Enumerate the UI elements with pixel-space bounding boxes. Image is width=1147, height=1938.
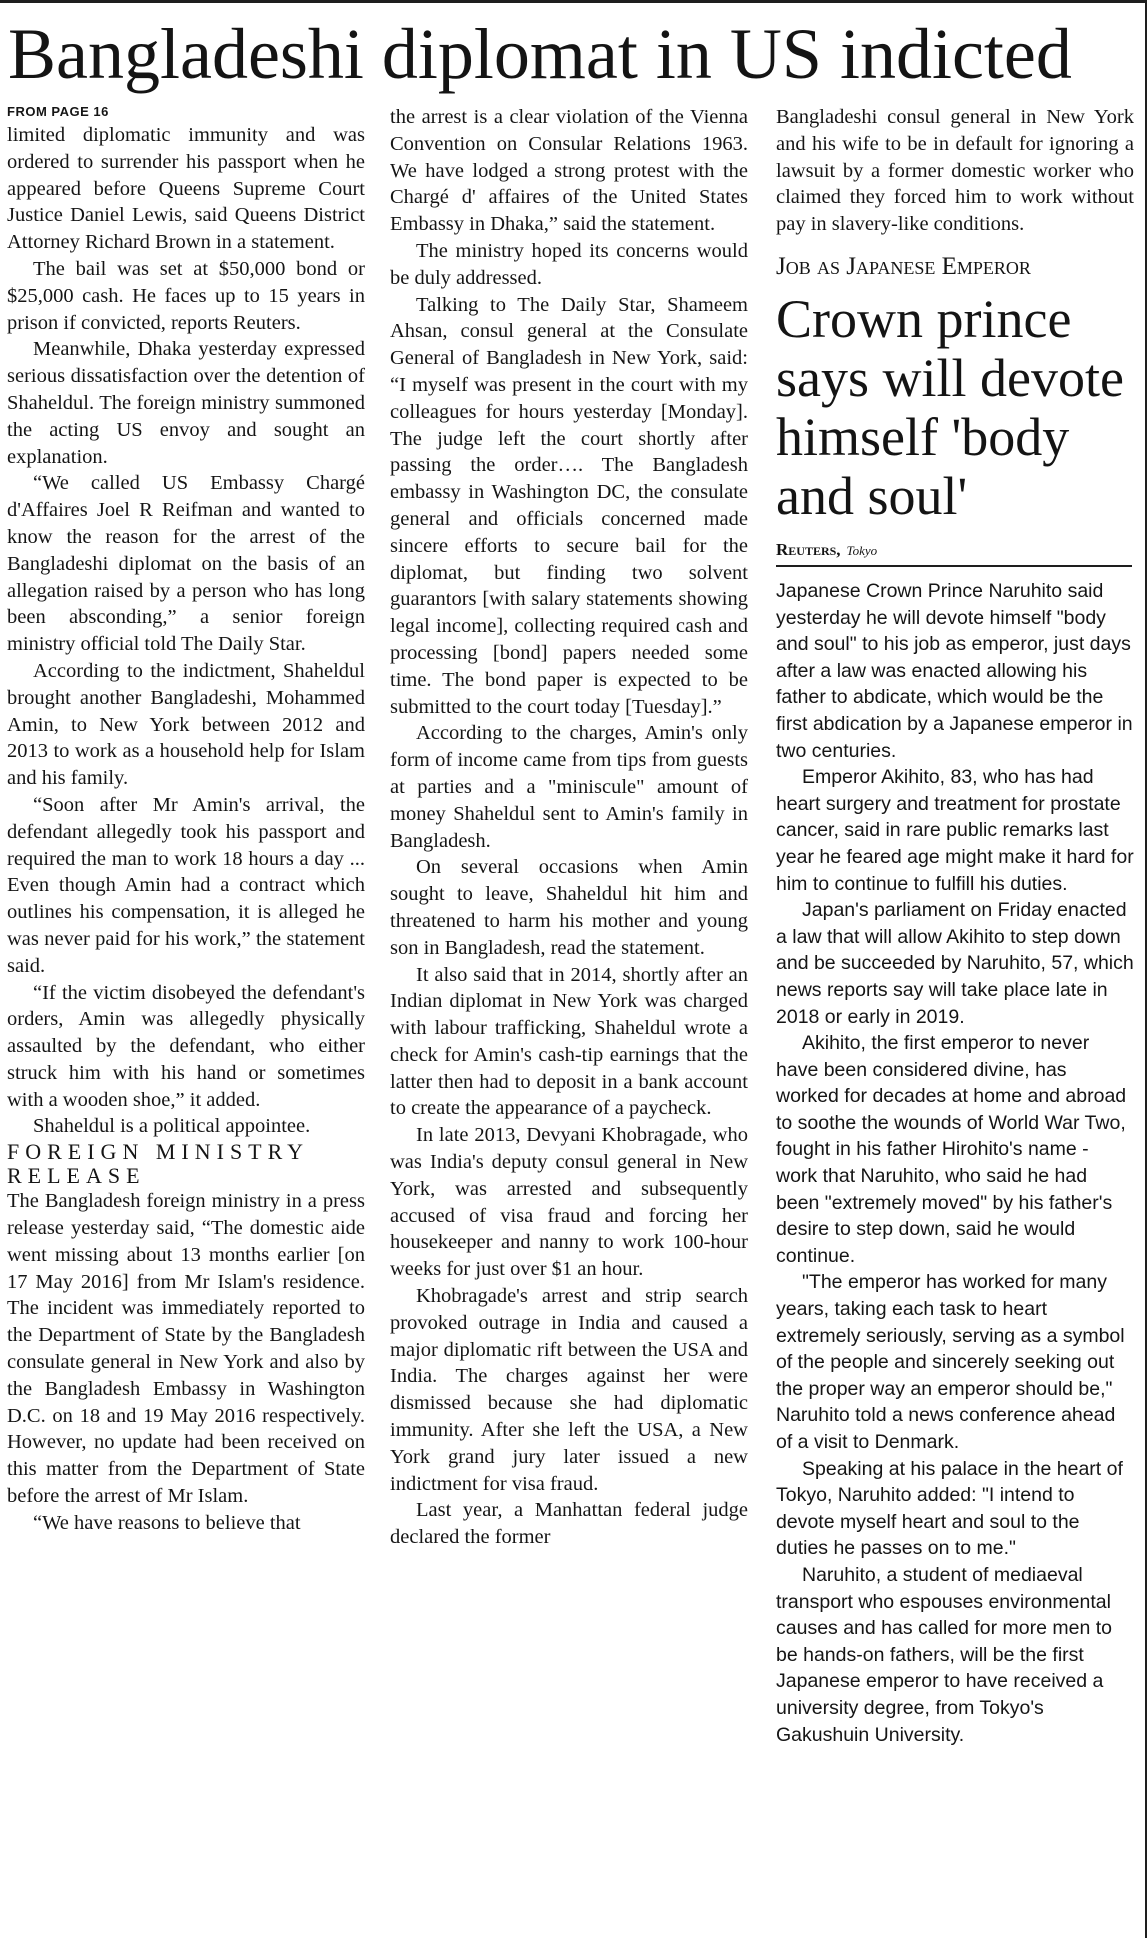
byline-agency: Reuters, xyxy=(776,540,841,559)
main-story-column-2 xyxy=(390,104,748,1551)
main-story-column-3 xyxy=(776,104,1134,238)
byline-dateline: Tokyo xyxy=(846,543,878,558)
paragraph: Meanwhile, Dhaka yesterday expressed serious dissatisfaction over the detention of Shaheldul. The foreign ministry summoned the acting US envoy and sought an explanation. xyxy=(7,338,365,468)
paragraph: Japan's parliament on Friday enacted a law that will allow Akihito to step down and be succeeded by Naruhito, 57, which news reports say will take place late in 2018 or early in 2019. xyxy=(776,899,1134,1028)
top-border-rule xyxy=(0,0,1147,3)
paragraph: “We called US Embassy Chargé d'Affaires Joel R Reifman and wanted to know the reason for the arrest of the Bangladeshi diplomat on the basis of an allegation raised by a person who has long been absconding,” a senior foreign ministry official told The Daily Star. xyxy=(7,472,365,656)
continued-from-label: FROM PAGE 16 xyxy=(7,104,109,119)
paragraph: The ministry hoped its concerns would be duly addressed. xyxy=(390,239,748,289)
paragraph: Speaking at his palace in the heart of Tokyo, Naruhito added: "I intend to devote myself heart and soul to the duties he passes on to me." xyxy=(776,1457,1123,1560)
paragraph: the arrest is a clear violation of the Vienna Convention on Consular Relations 1963. We have lodged a strong protest with the Chargé d' affaires of the United States Embassy in Dhaka,” said the statement. xyxy=(390,106,748,236)
section-subhead: FOREIGN MINISTRY RELEASE xyxy=(7,1139,309,1189)
paragraph: The bail was set at $50,000 bond or $25,000 cash. He faces up to 15 years in prison if convicted, reports Reuters. xyxy=(7,257,365,334)
paragraph: Talking to The Daily Star, Shameem Ahsan, consul general at the Consulate General of Bangladesh in New York, said: “I myself was present in the court with my colleagues for hours yesterday [Monday]. The judge left the court shortly after passing the order…. The Bangladesh embassy in Washington DC, the consulate general and officials concerned made sincere efforts to secure bail for the diplomat, but finding two solvent guarantors [with salary statements showing legal income], collecting required cash and processing [bond] papers needed some time. The bond paper is expected to be submitted to the court today [Tuesday].” xyxy=(390,293,748,718)
paragraph: “We have reasons to believe that xyxy=(33,1511,301,1534)
paragraph: On several occasions when Amin sought to leave, Shaheldul hit him and threatened to harm his mother and young son in Bangladesh, read the statement. xyxy=(390,856,748,959)
story-section-label: Job as Japanese Emperor xyxy=(776,252,1134,282)
paragraph: Akihito, the first emperor to never have been considered divine, has worked for decades at home and abroad to soothe the wounds of World War Two, fought in his father Hirohito's name - work that Naruhito, who said he had been "extremely moved" by his father's desire to step down, said he would continue. xyxy=(776,1032,1127,1267)
second-story-body xyxy=(776,578,1134,1748)
main-headline: Bangladeshi diplomat in US indicted xyxy=(8,14,1072,94)
paragraph: Bangladeshi consul general in New York and his wife to be in default for ignoring a lawsuit by a former domestic worker who claimed they forced him to work without pay in slavery-like conditions. xyxy=(776,106,1134,236)
paragraph: “Soon after Mr Amin's arrival, the defendant allegedly took his passport and required the man to work 18 hours a day ... Even though Amin had a contract which outlines his compensation, it is alleged he was never paid for his work,” the statement said. xyxy=(7,793,365,977)
paragraph: The Bangladesh foreign ministry in a press release yesterday said, “The domestic aide went missing about 13 months earlier [on 17 May 2016] from Mr Islam's residence. The incident was immediately reported to the Department of State by the Bangladesh consulate general in New York and also by the Bangladesh Embassy in Washington D.C. on 18 and 19 May 2016 respectively. However, no update had been received on this matter from the Department of State before the arrest of Mr Islam. xyxy=(7,1190,365,1508)
paragraph: According to the charges, Amin's only form of income came from tips from guests at parties and a "miniscule" amount of money Shaheldul sent to Amin's family in Bangladesh. xyxy=(390,722,748,852)
paragraph: Emperor Akihito, 83, who has had heart surgery and treatment for prostate cancer, said in rare public remarks last year he feared age might make it hard for him to continue to fulfill his duties. xyxy=(776,766,1134,895)
paragraph: "The emperor has worked for many years, taking each task to heart extremely seriously, serving as a symbol of the people and sincerely seeking out the proper way an emperor should be," Naruhito told a news conference ahead of a visit to Denmark. xyxy=(776,1271,1125,1453)
second-story-headline: Crown prince says will devote himself 'body and soul' xyxy=(776,289,1124,526)
paragraph: It also said that in 2014, shortly after an Indian diplomat in New York was charged with labour trafficking, Shaheldul wrote a check for Amin's cash-tip earnings that the latter then had to deposit in a bank account to create the appearance of a paycheck. xyxy=(390,963,748,1120)
byline xyxy=(776,540,1132,567)
paragraph: Japanese Crown Prince Naruhito said yesterday he will devote himself "body and soul" to his job as emperor, just days after a law was enacted allowing his father to abdicate, which would be the first abdication by a Japanese emperor in two centuries. xyxy=(776,580,1133,762)
paragraph: Khobragade's arrest and strip search provoked outrage in India and caused a major diplomatic rift between the USA and India. The charges against her were dismissed because she had diplomatic immunity. After she left the USA, a New York grand jury later issued a new indictment for visa fraud. xyxy=(390,1285,748,1495)
main-story-column-1 xyxy=(7,104,365,1537)
paragraph: According to the indictment, Shaheldul brought another Bangladeshi, Mohammed Amin, to New York between 2012 and 2013 to work as a household help for Islam and his family. xyxy=(7,659,365,790)
paragraph: Naruhito, a student of mediaeval transport who espouses environmental causes and has called for more men to be hands-on fathers, will be the first Japanese emperor to have received a university degree, from Tokyo's Gakushuin University. xyxy=(776,1563,1113,1746)
paragraph: Last year, a Manhattan federal judge declared the former xyxy=(390,1499,748,1549)
paragraph: limited diplomatic immunity and was ordered to surrender his passport when he appeared before Queens Supreme Court Justice Daniel Lewis, said Queens District Attorney Richard Brown in a statement. xyxy=(7,124,365,254)
paragraph: Shaheldul is a political appointee. xyxy=(33,1115,311,1138)
paragraph: In late 2013, Devyani Khobragade, who was India's deputy consul general in New York, was arrested and subsequently accused of visa fraud and forcing her housekeeper and nanny to work 100-hour weeks for just over $1 an hour. xyxy=(390,1124,748,1281)
paragraph: “If the victim disobeyed the defendant's orders, Amin was allegedly physically assaulted by the defendant, who either struck him with his hand or sometimes with a wooden shoe,” it added. xyxy=(7,981,365,1111)
